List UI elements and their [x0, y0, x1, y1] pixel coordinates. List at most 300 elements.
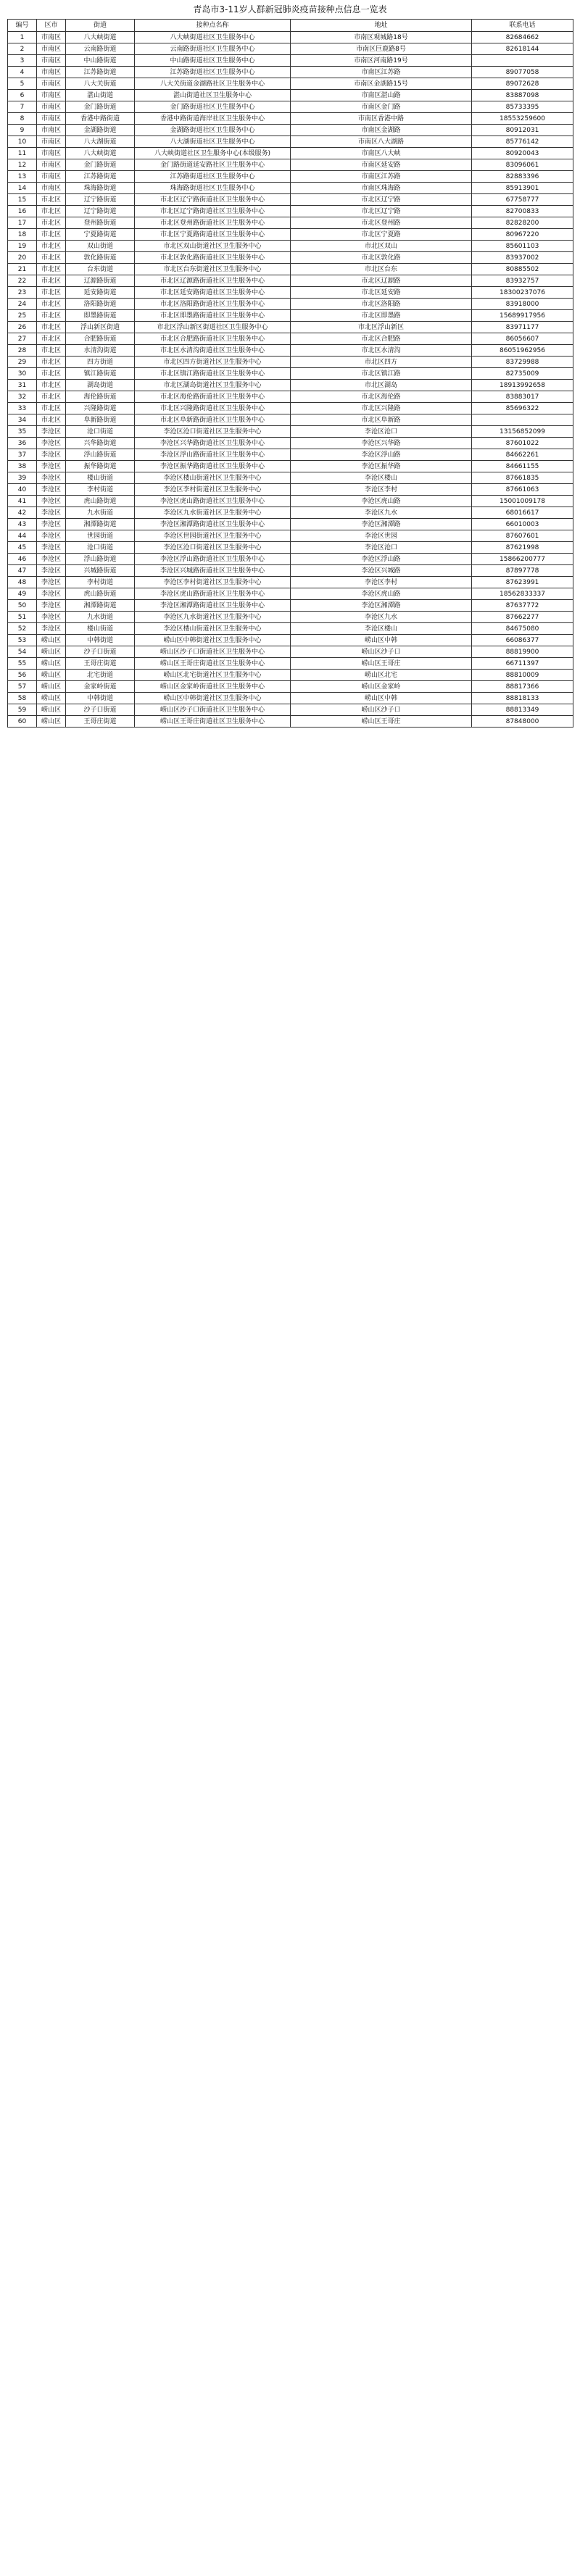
cell-street: 水清沟街道 — [66, 345, 135, 357]
cell-street: 湘潭路街道 — [66, 600, 135, 612]
cell-street: 九水街道 — [66, 507, 135, 519]
cell-number: 22 — [8, 275, 37, 287]
cell-number: 25 — [8, 310, 37, 322]
table-row — [8, 136, 573, 148]
cell-address: 崂山区王哥庄 — [291, 658, 472, 670]
cell-address: 市北区海伦路 — [291, 391, 472, 403]
cell-street: 云南路街道 — [66, 43, 135, 55]
cell-site-name: 香港中路街道海岸社区卫生服务中心 — [135, 113, 291, 125]
table-header-row — [8, 20, 573, 32]
cell-phone: 87661063 — [472, 484, 573, 496]
cell-site-name: 江苏路街道社区卫生服务中心 — [135, 171, 291, 183]
table-row — [8, 461, 573, 472]
cell-address: 市南区金门路 — [291, 101, 472, 113]
table-row — [8, 530, 573, 542]
cell-phone: 87601022 — [472, 438, 573, 449]
cell-site-name: 市北区水清沟街道社区卫生服务中心 — [135, 345, 291, 357]
cell-number: 34 — [8, 414, 37, 426]
cell-district: 市北区 — [37, 322, 66, 333]
cell-number: 23 — [8, 287, 37, 299]
cell-site-name: 崂山区沙子口街道社区卫生服务中心 — [135, 704, 291, 716]
table-row — [8, 623, 573, 635]
cell-number: 54 — [8, 646, 37, 658]
cell-phone: 18553259600 — [472, 113, 573, 125]
cell-street: 江苏路街道 — [66, 67, 135, 78]
cell-phone: 66711397 — [472, 658, 573, 670]
cell-site-name: 市北区双山街道社区卫生服务中心 — [135, 241, 291, 252]
cell-district: 市北区 — [37, 217, 66, 229]
cell-site-name: 李沧区虎山路街道社区卫生服务中心 — [135, 588, 291, 600]
cell-site-name: 崂山区北宅街道社区卫生服务中心 — [135, 670, 291, 681]
cell-phone: 87662277 — [472, 612, 573, 623]
table-row — [8, 299, 573, 310]
cell-address: 李沧区湘潭路 — [291, 600, 472, 612]
table-body — [8, 32, 573, 728]
cell-phone: 18300237076 — [472, 287, 573, 299]
cell-number: 3 — [8, 55, 37, 67]
table-row — [8, 148, 573, 159]
cell-address: 市北区延安路 — [291, 287, 472, 299]
cell-street: 王哥庄街道 — [66, 658, 135, 670]
table-row — [8, 472, 573, 484]
table-row — [8, 357, 573, 368]
table-row — [8, 704, 573, 716]
cell-district: 市南区 — [37, 101, 66, 113]
cell-number: 5 — [8, 78, 37, 90]
cell-phone: 82883396 — [472, 171, 573, 183]
cell-district: 市北区 — [37, 345, 66, 357]
cell-number: 42 — [8, 507, 37, 519]
cell-site-name: 市北区海伦路街道社区卫生服务中心 — [135, 391, 291, 403]
cell-district: 市北区 — [37, 264, 66, 275]
cell-address: 市北区辽源路 — [291, 275, 472, 287]
cell-address: 崂山区王哥庄 — [291, 716, 472, 728]
cell-site-name: 李沧区沧口街道社区卫生服务中心 — [135, 542, 291, 554]
cell-site-name: 李沧区九水街道社区卫生服务中心 — [135, 612, 291, 623]
table-row — [8, 438, 573, 449]
cell-site-name: 市北区辽源路街道社区卫生服务中心 — [135, 275, 291, 287]
cell-address: 市北区镇江路 — [291, 368, 472, 380]
cell-address: 市北区登州路 — [291, 217, 472, 229]
cell-street: 金门路街道 — [66, 101, 135, 113]
cell-address: 崂山区金家岭 — [291, 681, 472, 693]
cell-street: 李村街道 — [66, 484, 135, 496]
cell-street: 敦化路街道 — [66, 252, 135, 264]
table-row — [8, 577, 573, 588]
cell-address: 崂山区沙子口 — [291, 704, 472, 716]
table-row — [8, 565, 573, 577]
cell-site-name: 市北区登州路街道社区卫生服务中心 — [135, 217, 291, 229]
table-row — [8, 90, 573, 101]
cell-street: 王哥庄街道 — [66, 716, 135, 728]
cell-site-name: 市北区阜新路街道社区卫生服务中心 — [135, 414, 291, 426]
cell-site-name: 市北区洛阳路街道社区卫生服务中心 — [135, 299, 291, 310]
cell-site-name: 李沧区李村街道社区卫生服务中心 — [135, 577, 291, 588]
cell-site-name: 崂山区沙子口街道社区卫生服务中心 — [135, 646, 291, 658]
table-row — [8, 217, 573, 229]
cell-street: 沙子口街道 — [66, 646, 135, 658]
table-row — [8, 264, 573, 275]
cell-district: 李沧区 — [37, 438, 66, 449]
cell-district: 市南区 — [37, 125, 66, 136]
table-row — [8, 310, 573, 322]
cell-phone: 85601103 — [472, 241, 573, 252]
cell-number: 9 — [8, 125, 37, 136]
cell-address: 崂山区中韩 — [291, 635, 472, 646]
cell-site-name: 金门路街道社区卫生服务中心 — [135, 101, 291, 113]
cell-number: 60 — [8, 716, 37, 728]
cell-phone: 83887098 — [472, 90, 573, 101]
table-row — [8, 78, 573, 90]
cell-address: 市南区巨鹿路8号 — [291, 43, 472, 55]
cell-district: 市北区 — [37, 391, 66, 403]
table-row — [8, 403, 573, 414]
cell-site-name: 李沧区沧口街道社区卫生服务中心 — [135, 426, 291, 438]
cell-address: 市北区洛阳路 — [291, 299, 472, 310]
cell-street: 沙子口街道 — [66, 704, 135, 716]
cell-street: 浮山新区街道 — [66, 322, 135, 333]
cell-phone: 87637772 — [472, 600, 573, 612]
cell-district: 市南区 — [37, 113, 66, 125]
cell-site-name: 李沧区楼山街道社区卫生服务中心 — [135, 623, 291, 635]
header-number: 编号 — [8, 20, 37, 32]
cell-phone: 88818133 — [472, 693, 573, 704]
table-row — [8, 241, 573, 252]
cell-phone: 82618144 — [472, 43, 573, 55]
table-row — [8, 252, 573, 264]
cell-number: 24 — [8, 299, 37, 310]
cell-district: 市南区 — [37, 148, 66, 159]
cell-number: 7 — [8, 101, 37, 113]
cell-phone: 80885502 — [472, 264, 573, 275]
cell-address: 市南区观城路18号 — [291, 32, 472, 43]
cell-street: 虎山路街道 — [66, 496, 135, 507]
table-row — [8, 322, 573, 333]
table-row — [8, 206, 573, 217]
cell-phone: 83096061 — [472, 159, 573, 171]
table-row — [8, 368, 573, 380]
cell-street: 兴城路街道 — [66, 565, 135, 577]
cell-number: 14 — [8, 183, 37, 194]
cell-number: 26 — [8, 322, 37, 333]
cell-district: 市北区 — [37, 194, 66, 206]
cell-number: 18 — [8, 229, 37, 241]
cell-address: 崂山区北宅 — [291, 670, 472, 681]
cell-site-name: 市北区敦化路街道社区卫生服务中心 — [135, 252, 291, 264]
cell-number: 37 — [8, 449, 37, 461]
cell-phone: 85913901 — [472, 183, 573, 194]
cell-street: 四方街道 — [66, 357, 135, 368]
cell-number: 51 — [8, 612, 37, 623]
cell-number: 28 — [8, 345, 37, 357]
cell-street: 楼山街道 — [66, 623, 135, 635]
cell-street: 中韩街道 — [66, 635, 135, 646]
table-row — [8, 171, 573, 183]
cell-street: 合肥路街道 — [66, 333, 135, 345]
cell-street: 八大关街道 — [66, 78, 135, 90]
table-row — [8, 391, 573, 403]
cell-street: 浮山路街道 — [66, 449, 135, 461]
cell-phone: 86051962956 — [472, 345, 573, 357]
cell-number: 33 — [8, 403, 37, 414]
table-row — [8, 101, 573, 113]
cell-district: 市南区 — [37, 159, 66, 171]
cell-number: 16 — [8, 206, 37, 217]
cell-number: 13 — [8, 171, 37, 183]
cell-site-name: 湛山街道社区卫生服务中心 — [135, 90, 291, 101]
cell-street: 八大峡街道 — [66, 32, 135, 43]
cell-street: 湛山街道 — [66, 90, 135, 101]
cell-phone: 84661155 — [472, 461, 573, 472]
cell-district: 李沧区 — [37, 472, 66, 484]
table-row — [8, 670, 573, 681]
cell-district: 市北区 — [37, 333, 66, 345]
table-row — [8, 159, 573, 171]
cell-street: 辽宁路街道 — [66, 194, 135, 206]
cell-district: 市南区 — [37, 67, 66, 78]
cell-number: 58 — [8, 693, 37, 704]
cell-address: 李沧区浮山路 — [291, 449, 472, 461]
cell-district: 崂山区 — [37, 716, 66, 728]
cell-phone: 84662261 — [472, 449, 573, 461]
cell-address: 市北区合肥路 — [291, 333, 472, 345]
table-row — [8, 333, 573, 345]
cell-address: 李沧区湘潭路 — [291, 519, 472, 530]
cell-phone: 82828200 — [472, 217, 573, 229]
page-title: 青岛市3-11岁人群新冠肺炎疫苗接种点信息一览表 — [193, 4, 387, 14]
cell-address: 李沧区兴华路 — [291, 438, 472, 449]
table-row — [8, 600, 573, 612]
cell-street: 海伦路街道 — [66, 391, 135, 403]
cell-phone: 89072628 — [472, 78, 573, 90]
cell-site-name: 李沧区九水街道社区卫生服务中心 — [135, 507, 291, 519]
cell-number: 50 — [8, 600, 37, 612]
cell-district: 崂山区 — [37, 704, 66, 716]
cell-phone: 15001009178 — [472, 496, 573, 507]
cell-district: 李沧区 — [37, 530, 66, 542]
cell-address: 市北区台东 — [291, 264, 472, 275]
cell-district: 市北区 — [37, 403, 66, 414]
cell-phone — [472, 414, 573, 426]
cell-site-name: 市北区辽宁路街道社区卫生服务中心 — [135, 206, 291, 217]
cell-phone: 66086377 — [472, 635, 573, 646]
cell-number: 15 — [8, 194, 37, 206]
table-row — [8, 426, 573, 438]
table-row — [8, 646, 573, 658]
cell-site-name: 金湖路街道社区卫生服务中心 — [135, 125, 291, 136]
cell-district: 崂山区 — [37, 658, 66, 670]
cell-number: 21 — [8, 264, 37, 275]
cell-district: 李沧区 — [37, 449, 66, 461]
cell-number: 12 — [8, 159, 37, 171]
cell-phone: 88810009 — [472, 670, 573, 681]
cell-district: 市北区 — [37, 310, 66, 322]
cell-street: 阜新路街道 — [66, 414, 135, 426]
table-row — [8, 55, 573, 67]
table-row — [8, 183, 573, 194]
cell-address: 市北区湖岛 — [291, 380, 472, 391]
cell-district: 李沧区 — [37, 484, 66, 496]
cell-number: 41 — [8, 496, 37, 507]
cell-street: 江苏路街道 — [66, 171, 135, 183]
cell-address: 市南区金湖路15号 — [291, 78, 472, 90]
cell-address: 李沧区九水 — [291, 612, 472, 623]
cell-phone: 83729988 — [472, 357, 573, 368]
cell-phone: 83932757 — [472, 275, 573, 287]
cell-site-name: 市北区浮山新区街道社区卫生服务中心 — [135, 322, 291, 333]
cell-number: 20 — [8, 252, 37, 264]
cell-site-name: 李沧区虎山路街道社区卫生服务中心 — [135, 496, 291, 507]
cell-site-name: 李沧区湘潭路街道社区卫生服务中心 — [135, 519, 291, 530]
cell-street: 珠海路街道 — [66, 183, 135, 194]
cell-district: 市南区 — [37, 183, 66, 194]
cell-number: 32 — [8, 391, 37, 403]
cell-district: 市北区 — [37, 414, 66, 426]
cell-street: 镇江路街道 — [66, 368, 135, 380]
cell-district: 崂山区 — [37, 635, 66, 646]
cell-number: 4 — [8, 67, 37, 78]
cell-site-name: 中山路街道社区卫生服务中心 — [135, 55, 291, 67]
table-row — [8, 507, 573, 519]
cell-phone: 67758777 — [472, 194, 573, 206]
cell-district: 李沧区 — [37, 623, 66, 635]
cell-district: 市南区 — [37, 90, 66, 101]
cell-address: 市南区河南路19号 — [291, 55, 472, 67]
cell-address: 李沧区李村 — [291, 484, 472, 496]
table-row — [8, 32, 573, 43]
cell-district: 市北区 — [37, 252, 66, 264]
cell-district: 李沧区 — [37, 507, 66, 519]
cell-site-name: 八大峡街道社区卫生服务中心(本级服务) — [135, 148, 291, 159]
cell-phone: 88817366 — [472, 681, 573, 693]
cell-address: 市北区双山 — [291, 241, 472, 252]
cell-street: 辽宁路街道 — [66, 206, 135, 217]
cell-address: 市北区即墨路 — [291, 310, 472, 322]
cell-street: 金湖路街道 — [66, 125, 135, 136]
cell-address: 市北区四方 — [291, 357, 472, 368]
table-row — [8, 658, 573, 670]
cell-district: 市南区 — [37, 55, 66, 67]
cell-street: 登州路街道 — [66, 217, 135, 229]
cell-district: 李沧区 — [37, 461, 66, 472]
cell-phone: 87897778 — [472, 565, 573, 577]
cell-district: 市南区 — [37, 43, 66, 55]
table-row — [8, 635, 573, 646]
cell-site-name: 市北区合肥路街道社区卫生服务中心 — [135, 333, 291, 345]
cell-address: 市南区湛山路 — [291, 90, 472, 101]
cell-address: 崂山区沙子口 — [291, 646, 472, 658]
cell-site-name: 江苏路街道社区卫生服务中心 — [135, 67, 291, 78]
cell-site-name: 李沧区振华路街道社区卫生服务中心 — [135, 461, 291, 472]
cell-street: 香港中路街道 — [66, 113, 135, 125]
cell-district: 市北区 — [37, 229, 66, 241]
cell-address: 李沧区九水 — [291, 507, 472, 519]
cell-district: 李沧区 — [37, 612, 66, 623]
cell-phone: 89077058 — [472, 67, 573, 78]
cell-phone: 85696322 — [472, 403, 573, 414]
cell-site-name: 市北区宁夏路街道社区卫生服务中心 — [135, 229, 291, 241]
cell-street: 双山街道 — [66, 241, 135, 252]
table-row — [8, 496, 573, 507]
cell-number: 52 — [8, 623, 37, 635]
cell-number: 2 — [8, 43, 37, 55]
cell-site-name: 市北区即墨路街道社区卫生服务中心 — [135, 310, 291, 322]
cell-address: 李沧区沧口 — [291, 426, 472, 438]
cell-street: 八大湖街道 — [66, 136, 135, 148]
table-row — [8, 681, 573, 693]
cell-address: 李沧区兴城路 — [291, 565, 472, 577]
cell-address: 崂山区中韩 — [291, 693, 472, 704]
cell-address: 市南区珠海路 — [291, 183, 472, 194]
cell-district: 市北区 — [37, 241, 66, 252]
cell-phone — [472, 55, 573, 67]
cell-phone: 86056607 — [472, 333, 573, 345]
table-row — [8, 554, 573, 565]
cell-number: 35 — [8, 426, 37, 438]
header-address: 地址 — [291, 20, 472, 32]
cell-number: 49 — [8, 588, 37, 600]
cell-district: 崂山区 — [37, 693, 66, 704]
cell-address: 市北区敦化路 — [291, 252, 472, 264]
cell-street: 北宅街道 — [66, 670, 135, 681]
cell-street: 浮山路街道 — [66, 554, 135, 565]
cell-district: 市北区 — [37, 206, 66, 217]
cell-site-name: 李沧区世园街道社区卫生服务中心 — [135, 530, 291, 542]
table-row — [8, 287, 573, 299]
cell-district: 市北区 — [37, 357, 66, 368]
cell-number: 56 — [8, 670, 37, 681]
cell-site-name: 市北区辽宁路街道社区卫生服务中心 — [135, 194, 291, 206]
cell-address: 市北区辽宁路 — [291, 206, 472, 217]
cell-phone: 82700833 — [472, 206, 573, 217]
cell-phone: 15689917956 — [472, 310, 573, 322]
cell-site-name: 八大峡街道社区卫生服务中心 — [135, 32, 291, 43]
cell-phone: 87621998 — [472, 542, 573, 554]
cell-number: 19 — [8, 241, 37, 252]
cell-address: 市南区八大峡 — [291, 148, 472, 159]
table-row — [8, 588, 573, 600]
cell-street: 八大峡街道 — [66, 148, 135, 159]
cell-phone: 87848000 — [472, 716, 573, 728]
cell-phone: 83918000 — [472, 299, 573, 310]
cell-site-name: 金门路街道延安路社区卫生服务中心 — [135, 159, 291, 171]
table-row — [8, 194, 573, 206]
cell-address: 李沧区沧口 — [291, 542, 472, 554]
cell-address: 市南区金湖路 — [291, 125, 472, 136]
cell-district: 李沧区 — [37, 577, 66, 588]
cell-site-name: 八大湖街道社区卫生服务中心 — [135, 136, 291, 148]
table-row — [8, 716, 573, 728]
cell-phone: 18562833337 — [472, 588, 573, 600]
cell-phone: 83937002 — [472, 252, 573, 264]
cell-phone: 87623991 — [472, 577, 573, 588]
cell-street: 沧口街道 — [66, 426, 135, 438]
cell-phone: 87661835 — [472, 472, 573, 484]
cell-phone: 82684662 — [472, 32, 573, 43]
cell-number: 30 — [8, 368, 37, 380]
table-row — [8, 414, 573, 426]
cell-district: 市南区 — [37, 171, 66, 183]
cell-site-name: 李沧区浮山路街道社区卫生服务中心 — [135, 449, 291, 461]
cell-site-name: 李沧区楼山街道社区卫生服务中心 — [135, 472, 291, 484]
cell-site-name: 李沧区兴华路街道社区卫生服务中心 — [135, 438, 291, 449]
cell-phone: 82735009 — [472, 368, 573, 380]
table-row — [8, 449, 573, 461]
cell-site-name: 市北区台东街道社区卫生服务中心 — [135, 264, 291, 275]
cell-street: 中山路街道 — [66, 55, 135, 67]
cell-street: 湖岛街道 — [66, 380, 135, 391]
cell-address: 李沧区浮山路 — [291, 554, 472, 565]
